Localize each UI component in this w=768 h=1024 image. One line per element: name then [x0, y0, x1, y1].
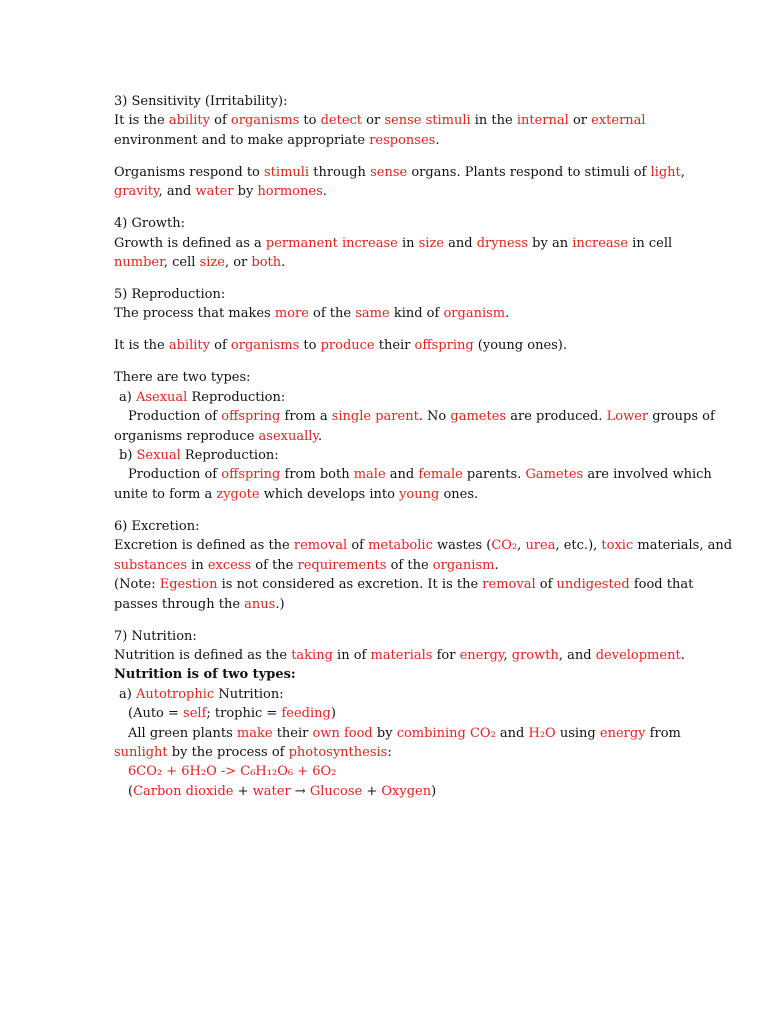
text-run: for: [432, 647, 460, 663]
text-run: or: [568, 113, 592, 129]
highlighted-term: 6CO₂ + 6H₂O -> C₆H₁₂O₆ + 6O₂: [128, 764, 337, 780]
highlighted-term: gravity: [114, 184, 159, 200]
asexual-description-line-1: [114, 407, 715, 426]
growth-definition-line-1: [114, 234, 673, 253]
highlighted-term: metabolic: [368, 538, 433, 554]
highlighted-term: energy: [599, 725, 646, 741]
document-page: [114, 92, 733, 801]
paragraph-spacer: [114, 202, 664, 215]
egestion-note-line-2: [114, 595, 664, 614]
text-run: are involved which: [583, 467, 712, 483]
reproduction-types-intro: [114, 368, 664, 387]
highlighted-term: external: [591, 113, 646, 129]
text-run: ,: [503, 647, 512, 663]
text-run: from a: [280, 409, 332, 425]
highlighted-term: organisms: [230, 113, 300, 129]
paragraph-spacer: [114, 324, 664, 337]
text-run: in cell: [628, 235, 673, 251]
text-run: of: [210, 338, 231, 354]
paragraph-spacer: [114, 272, 664, 285]
photosynthesis-line-2: [114, 743, 664, 762]
text-run: , and: [558, 647, 596, 663]
highlighted-term: zygote: [216, 486, 260, 502]
text-run: (Note:: [114, 577, 160, 593]
highlighted-term: materials: [370, 647, 433, 663]
nutrition-definition: [114, 646, 685, 665]
highlighted-term: Carbon dioxide: [133, 783, 234, 799]
text-run: ): [431, 783, 437, 799]
highlighted-term: offspring: [221, 467, 281, 483]
text-run: kind of: [389, 306, 444, 322]
text-run: passes through the: [114, 596, 245, 612]
highlighted-term: Lower: [606, 409, 649, 425]
highlighted-term: asexually: [258, 428, 319, 444]
highlighted-term: organism: [443, 306, 506, 322]
text-run: ,: [517, 538, 526, 554]
autotrophic-etymology: [114, 704, 664, 723]
highlighted-term: own food: [312, 725, 373, 741]
highlighted-term: number: [114, 255, 164, 271]
highlighted-term: combining CO₂: [396, 725, 496, 741]
excretion-heading: [114, 517, 664, 536]
sensitivity-definition-line-1: [114, 111, 664, 130]
text-run: Nutrition:: [214, 686, 284, 702]
highlighted-term: organism: [432, 557, 495, 573]
highlighted-term: gametes: [450, 409, 507, 425]
text-run: :: [387, 744, 392, 760]
highlighted-term: ability: [168, 113, 211, 129]
sensitivity-response-line-1: [114, 163, 685, 182]
highlighted-term: removal: [482, 577, 536, 593]
growth-heading: [114, 214, 664, 233]
text-run: of the: [386, 557, 433, 573]
sensitivity-response-line-2: [114, 182, 664, 201]
text-run: by: [233, 184, 258, 200]
highlighted-term: sunlight: [114, 744, 168, 760]
text-run: of the: [308, 306, 356, 322]
text-run: their: [374, 338, 415, 354]
text-run: in: [187, 557, 208, 573]
highlighted-term: growth: [511, 647, 559, 663]
highlighted-term: offspring: [221, 409, 281, 425]
text-run: by the process of: [167, 744, 289, 760]
highlighted-term: development: [595, 647, 681, 663]
highlighted-term: stimuli: [264, 164, 310, 180]
highlighted-term: urea: [525, 538, 556, 554]
highlighted-term: make: [236, 725, 273, 741]
text-run: of the: [251, 557, 298, 573]
text-run: , etc.),: [555, 538, 602, 554]
text-run: using: [555, 725, 600, 741]
text-run: 5) Reproduction:: [114, 287, 226, 303]
sexual-description-line-2: [114, 485, 664, 504]
excretion-definition-line-2: [114, 556, 664, 575]
sensitivity-definition-line-2: [114, 131, 664, 150]
text-run: ,: [680, 164, 685, 180]
text-run: .: [494, 557, 499, 573]
asexual-heading: [114, 388, 664, 407]
highlighted-term: produce: [320, 338, 375, 354]
text-run: Production of: [128, 467, 222, 483]
highlighted-term: permanent increase: [265, 235, 398, 251]
highlighted-term: size: [418, 235, 444, 251]
text-run: materials, and: [633, 538, 733, 554]
highlighted-term: male: [353, 467, 386, 483]
text-run: .: [281, 255, 286, 271]
text-run: unite to form a: [114, 486, 217, 502]
text-run: to: [299, 113, 321, 129]
nutrition-heading: [114, 627, 664, 646]
sexual-heading: [114, 446, 664, 465]
highlighted-term: Oxygen: [381, 783, 432, 799]
text-run: 4) Growth:: [114, 216, 186, 232]
photosynthesis-equation: [114, 762, 664, 781]
text-run: of: [535, 577, 557, 593]
text-run: or: [362, 113, 385, 129]
highlighted-term: Asexual: [135, 389, 188, 405]
sexual-description-line-1: [114, 465, 712, 484]
text-run: in: [397, 235, 419, 251]
highlighted-term: sense: [370, 164, 408, 180]
text-run: a): [119, 389, 136, 405]
text-run: Reproduction:: [187, 389, 286, 405]
highlighted-term: more: [274, 306, 309, 322]
text-run: Production of: [128, 409, 222, 425]
text-run: ; trophic =: [206, 706, 282, 722]
text-run: , cell: [163, 255, 200, 271]
text-run: organisms reproduce: [114, 428, 259, 444]
highlighted-term: photosynthesis: [288, 744, 388, 760]
text-run: All green plants: [128, 725, 237, 741]
text-run: +: [233, 783, 253, 799]
text-run: .): [275, 596, 285, 612]
autotrophic-heading: [114, 685, 664, 704]
text-run: from both: [280, 467, 354, 483]
text-run: Reproduction:: [180, 448, 279, 464]
text-run: a): [119, 686, 136, 702]
highlighted-term: same: [355, 306, 390, 322]
photosynthesis-word-equation: [114, 782, 664, 801]
text-run: 3) Sensitivity (Irritability):: [114, 94, 288, 109]
text-run: and: [444, 235, 477, 251]
highlighted-term: internal: [516, 113, 569, 129]
text-run: Excretion is defined as the: [114, 538, 294, 554]
highlighted-term: Gametes: [525, 467, 584, 483]
text-run: .: [680, 647, 685, 663]
text-run: by an: [528, 235, 573, 251]
text-run: of: [210, 113, 231, 129]
nutrition-types-intro: [114, 665, 664, 684]
highlighted-term: offspring: [414, 338, 474, 354]
highlighted-term: Autotrophic: [135, 686, 215, 702]
text-run: Nutrition is of two types:: [114, 667, 296, 683]
highlighted-term: anus: [244, 596, 276, 612]
highlighted-term: increase: [572, 235, 629, 251]
paragraph-spacer: [114, 150, 664, 163]
highlighted-term: self: [183, 706, 207, 722]
text-run: through: [309, 164, 371, 180]
text-run: .: [435, 132, 440, 148]
highlighted-term: single parent: [331, 409, 419, 425]
text-run: +: [362, 783, 382, 799]
text-run: .: [505, 306, 510, 322]
reproduction-heading: [114, 285, 664, 304]
growth-definition-line-2: [114, 253, 664, 272]
text-run: in the: [470, 113, 517, 129]
text-run: from: [645, 725, 681, 741]
highlighted-term: Glucose: [309, 783, 363, 799]
highlighted-term: dryness: [476, 235, 529, 251]
text-run: b): [119, 448, 137, 464]
excretion-definition-line-1: [114, 536, 733, 555]
reproduction-ability: [114, 336, 664, 355]
highlighted-term: water: [252, 783, 291, 799]
highlighted-term: CO₂: [491, 538, 518, 554]
highlighted-term: requirements: [297, 557, 387, 573]
text-run: . No: [418, 409, 451, 425]
text-run: , or: [224, 255, 252, 271]
text-run: wastes (: [432, 538, 492, 554]
text-run: , and: [158, 184, 196, 200]
text-run: in of: [332, 647, 371, 663]
highlighted-term: removal: [293, 538, 348, 554]
text-run: is not considered as excretion. It is the: [217, 577, 483, 593]
text-run: There are two types:: [114, 370, 251, 386]
text-run: Nutrition is defined as the: [114, 647, 292, 663]
highlighted-term: Sexual: [136, 448, 181, 464]
text-run: 7) Nutrition:: [114, 628, 197, 644]
text-run: 6) Excretion:: [114, 518, 200, 534]
highlighted-term: young: [399, 486, 440, 502]
highlighted-term: taking: [291, 647, 333, 663]
text-run: their: [272, 725, 313, 741]
text-run: parents.: [462, 467, 526, 483]
text-run: .: [322, 184, 327, 200]
highlighted-term: detect: [320, 113, 363, 129]
highlighted-term: hormones: [257, 184, 323, 200]
reproduction-definition: [114, 304, 664, 323]
photosynthesis-line-1: [114, 724, 681, 743]
highlighted-term: size: [199, 255, 225, 271]
text-run: are produced.: [506, 409, 607, 425]
text-run: by: [372, 725, 397, 741]
highlighted-term: organisms: [230, 338, 300, 354]
text-run: environment and to make appropriate: [114, 132, 370, 148]
text-run: groups of: [648, 409, 715, 425]
text-run: to: [299, 338, 321, 354]
text-run: of: [347, 538, 369, 554]
highlighted-term: sense stimuli: [384, 113, 471, 129]
highlighted-term: energy: [459, 647, 504, 663]
highlighted-term: light: [650, 164, 681, 180]
sensitivity-heading: [114, 92, 664, 111]
text-run: Organisms respond to: [114, 164, 265, 180]
text-run: (Auto =: [128, 706, 184, 722]
highlighted-term: excess: [207, 557, 252, 573]
text-run: The process that makes: [114, 306, 275, 322]
text-run: which develops into: [259, 486, 400, 502]
highlighted-term: both: [251, 255, 282, 271]
highlighted-term: ability: [168, 338, 211, 354]
text-run: and: [495, 725, 529, 741]
text-run: .: [318, 428, 323, 444]
highlighted-term: H₂O: [528, 725, 556, 741]
text-run: It is the: [114, 338, 169, 354]
highlighted-term: toxic: [601, 538, 634, 554]
text-run: (: [128, 783, 134, 799]
text-run: (young ones).: [473, 338, 568, 354]
paragraph-spacer: [114, 356, 664, 369]
highlighted-term: feeding: [281, 706, 331, 722]
highlighted-term: undigested: [556, 577, 630, 593]
text-run: organs. Plants respond to stimuli of: [407, 164, 651, 180]
paragraph-spacer: [114, 504, 664, 517]
highlighted-term: water: [195, 184, 234, 200]
text-run: food that: [629, 577, 694, 593]
text-run: Growth is defined as a: [114, 235, 266, 251]
text-run: →: [290, 783, 310, 799]
asexual-description-line-2: [114, 427, 664, 446]
highlighted-term: responses: [369, 132, 436, 148]
paragraph-spacer: [114, 614, 664, 627]
text-run: It is the: [114, 113, 169, 129]
egestion-note-line-1: [114, 575, 694, 594]
highlighted-term: substances: [114, 557, 188, 573]
highlighted-term: female: [418, 467, 463, 483]
text-run: ): [330, 706, 336, 722]
text-run: and: [385, 467, 419, 483]
highlighted-term: Egestion: [159, 577, 218, 593]
text-run: ones.: [439, 486, 479, 502]
